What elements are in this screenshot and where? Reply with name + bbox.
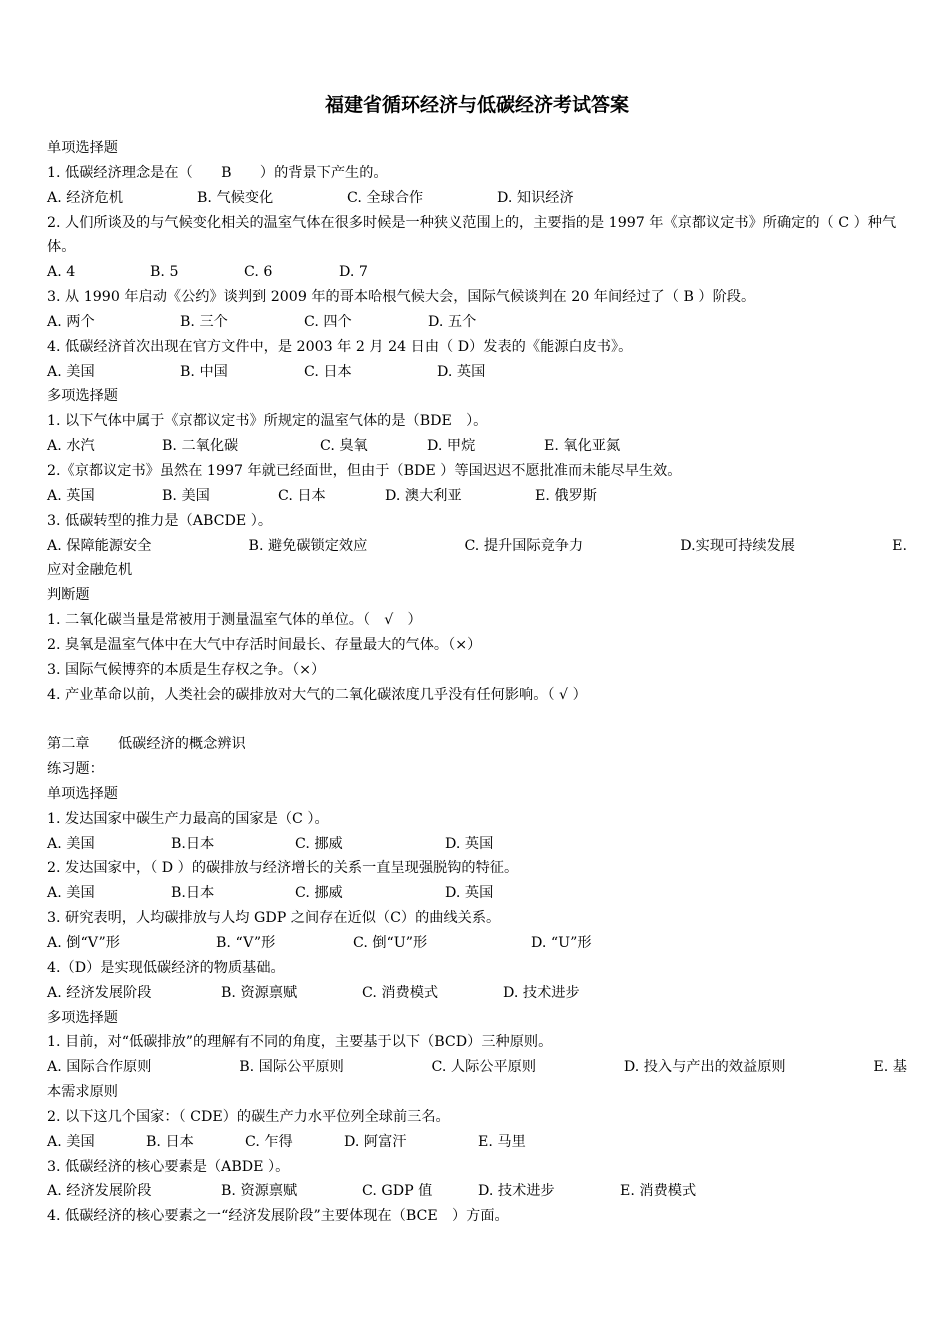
- option: A. 经济发展阶段: [47, 1183, 152, 1200]
- option: A. 两个: [47, 313, 95, 330]
- option: D. 技术进步: [478, 1183, 555, 1200]
- option: B. 二氧化碳: [162, 438, 239, 455]
- option: A. 经济危机: [47, 189, 124, 206]
- option: E. 俄罗斯: [535, 487, 597, 504]
- option: D. 投入与产出的效益原则: [623, 1059, 786, 1076]
- option-row: [47, 534, 907, 559]
- option: C. 臭氧: [320, 438, 368, 455]
- option: C. 倒“U”形: [353, 935, 428, 951]
- option: A. 倒“V”形: [47, 935, 120, 951]
- option: D. 英国: [445, 885, 494, 902]
- option-continuation: 本需求原则: [47, 1084, 118, 1101]
- question-text: 2. 臭氧是温室气体中在大气中存活时间最长、存量最大的气体。（×）: [47, 636, 482, 653]
- option: E. 马里: [478, 1133, 526, 1150]
- question-text: 1. 目前，对“低碳排放”的理解有不同的角度，主要基于以下（BCD）三种原则。: [47, 1034, 553, 1051]
- option: B.日本: [171, 835, 215, 852]
- option: A. 4: [47, 264, 76, 281]
- option: A. 经济发展阶段: [47, 984, 152, 1001]
- question-text: 3. 国际气候博弈的本质是生存权之争。（×）: [47, 661, 326, 678]
- question-text: 1. 以下气体中属于《京都议定书》所规定的温室气体的是（BDE ）。: [47, 413, 488, 430]
- option: A. 美国: [47, 363, 95, 380]
- option: E. 消费模式: [620, 1183, 697, 1200]
- question-text: 2. 发达国家中，（ D ）的碳排放与经济增长的关系一直呈现强脱钩的特征。: [47, 860, 519, 877]
- option-row: [47, 1179, 907, 1204]
- option: B. 美国: [162, 487, 210, 504]
- question-text: 3. 低碳转型的推力是（ABCDE ）。: [47, 512, 273, 529]
- question-text: 2. 以下这几个国家：（ CDE）的碳生产力水平位列全球前三名。: [47, 1108, 450, 1125]
- option: D. 技术进步: [503, 984, 580, 1001]
- question-text: 4. 产业革命以前，人类社会的碳排放对大气的二氧化碳浓度几乎没有任何影响。（ √ ）: [47, 686, 587, 703]
- option: D. 英国: [445, 835, 494, 852]
- option-row: [47, 832, 907, 857]
- option: C. 日本: [278, 487, 326, 504]
- section-heading: 单项选择题: [47, 140, 118, 156]
- option-row: [47, 881, 907, 906]
- option: D. 英国: [437, 363, 486, 380]
- question-text: 2. 人们所谈及的与气候变化相关的温室气体在很多时候是一种狭义范围上的，主要指的是 1997 年《京都议定书》所确定的（ C ）种气体。: [47, 214, 897, 256]
- option: B. 日本: [146, 1133, 194, 1150]
- option: A. 美国: [47, 1133, 95, 1150]
- option: A. 国际合作原则: [47, 1059, 152, 1076]
- option: C. 全球合作: [347, 189, 424, 206]
- option: C. 挪威: [295, 835, 343, 852]
- option: D. 甲烷: [427, 438, 476, 455]
- chapter-heading: 第二章 低碳经济的概念辨识: [47, 736, 246, 753]
- option: E.: [892, 537, 907, 554]
- question-text: 1. 低碳经济理念是在（ B ）的背景下产生的。: [47, 164, 388, 181]
- option-row: [47, 310, 907, 335]
- option: A. 美国: [47, 835, 95, 852]
- question-text: 4. 低碳经济的核心要素之一“经济发展阶段”主要体现在（BCE ）方面。: [47, 1208, 509, 1225]
- option: B. 避免碳锁定效应: [248, 537, 368, 554]
- section-heading: 单项选择题: [47, 785, 118, 802]
- option: C. 6: [244, 264, 273, 281]
- option-continuation: 应对金融危机: [47, 562, 133, 579]
- option: D. 五个: [428, 313, 477, 330]
- option: A. 英国: [47, 487, 95, 504]
- option: C. 四个: [304, 313, 352, 330]
- document-title: 福建省循环经济与低碳经济考试答案: [324, 94, 629, 116]
- option: B. 气候变化: [197, 189, 274, 206]
- option: A. 水汽: [47, 438, 95, 455]
- option: B.日本: [171, 885, 215, 902]
- option: E. 氧化亚氮: [544, 438, 621, 455]
- option-row: [47, 981, 907, 1006]
- option: D. 澳大利亚: [385, 487, 462, 504]
- option: D. “U”形: [531, 935, 592, 951]
- option-row: [47, 1055, 907, 1080]
- question-text: 3. 从 1990 年启动《公约》谈判到 2009 年的哥本哈根气候大会，国际气候谈判在 20 年间经过了（ B ）阶段。: [47, 289, 756, 306]
- option: E. 基: [873, 1059, 907, 1076]
- option: C. GDP 值: [362, 1183, 433, 1200]
- question-text: 3. 低碳经济的核心要素是（ABDE ）。: [47, 1158, 290, 1175]
- question-text: 3. 研究表明，人均碳排放与人均 GDP 之间存在近似（C）的曲线关系。: [47, 910, 501, 927]
- option: C. 消费模式: [362, 984, 439, 1001]
- option: D. 知识经济: [497, 189, 574, 206]
- section-heading: 练习题：: [47, 761, 104, 778]
- option: A. 保障能源安全: [47, 537, 152, 554]
- section-heading: 多项选择题: [47, 1009, 118, 1026]
- option-row: [47, 931, 907, 956]
- section-heading: 判断题: [47, 587, 90, 604]
- option: C. 挪威: [295, 885, 343, 902]
- spacer: [47, 707, 907, 732]
- option: C. 日本: [304, 363, 352, 380]
- option-row: [47, 360, 907, 385]
- option-row: [47, 260, 907, 285]
- option-row: [47, 1130, 907, 1155]
- option: D.实现可持续发展: [680, 537, 795, 554]
- question-text: 2.《京都议定书》虽然在 1997 年就已经面世，但由于（BDE ）等国迟迟不愿批准而未能尽早生效。: [47, 462, 682, 479]
- document-page: [47, 88, 907, 1229]
- option: D. 阿富汗: [344, 1133, 407, 1150]
- question-text: 1. 二氧化碳当量是常被用于测量温室气体的单位。（ √ ）: [47, 612, 422, 629]
- question-text: 4. 低碳经济首次出现在官方文件中，是 2003 年 2 月 24 日由（ D）发表的《能源白皮书》。: [47, 338, 633, 355]
- section-heading: 多项选择题: [47, 388, 118, 405]
- option: D. 7: [339, 264, 368, 281]
- option-row: [47, 484, 907, 509]
- option-row: [47, 434, 907, 459]
- option: B. 资源禀赋: [221, 984, 298, 1001]
- option: B. 国际公平原则: [239, 1059, 344, 1076]
- option: C. 人际公平原则: [431, 1059, 537, 1076]
- option: B. 中国: [180, 363, 228, 380]
- option-row: [47, 186, 907, 211]
- option: A. 美国: [47, 885, 95, 902]
- option: C. 乍得: [245, 1133, 293, 1150]
- option: B. 资源禀赋: [221, 1183, 298, 1200]
- question-text: 1. 发达国家中碳生产力最高的国家是（C ）。: [47, 810, 329, 827]
- option: B. 5: [150, 264, 179, 281]
- option: B. “V”形: [216, 935, 276, 951]
- option: C. 提升国际竞争力: [464, 537, 584, 554]
- question-text: 4.（D）是实现低碳经济的物质基础。: [47, 959, 285, 976]
- option: B. 三个: [180, 313, 228, 330]
